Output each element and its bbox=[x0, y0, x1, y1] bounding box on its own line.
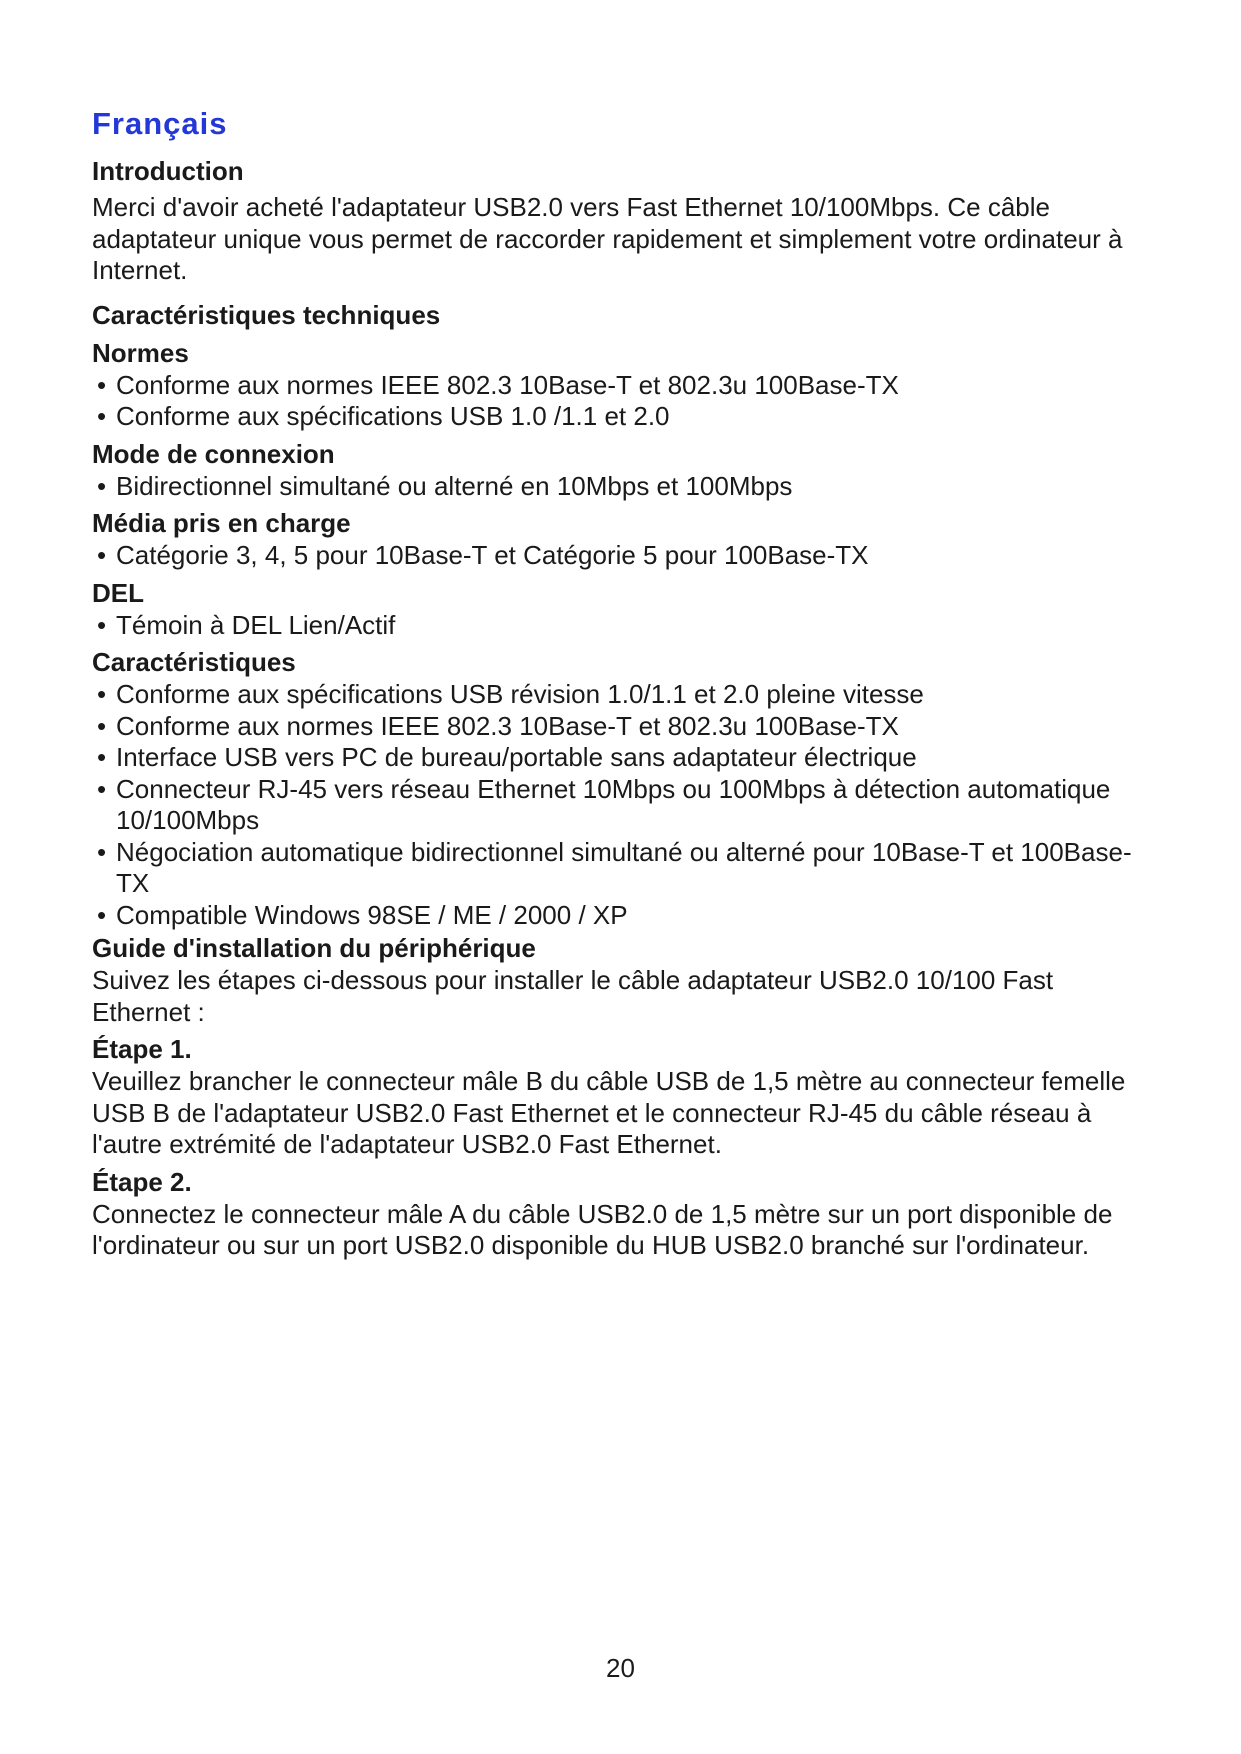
document-page bbox=[92, 106, 1152, 1262]
install-heading: Guide d'installation du périphérique bbox=[92, 933, 536, 963]
bullet-icon: • bbox=[97, 369, 107, 400]
normes-list bbox=[92, 370, 1152, 433]
led-heading: DEL bbox=[92, 577, 144, 608]
bullet-icon: • bbox=[97, 679, 107, 709]
list-item: • Connecteur RJ-45 vers réseau Ethernet 10Mbps ou 100Mbps à détection automatique 10/100Mbps bbox=[97, 773, 1111, 835]
bullet-icon: • bbox=[97, 836, 107, 867]
normes-heading: Normes bbox=[92, 337, 189, 368]
step1-heading: Étape 1. bbox=[92, 1034, 192, 1064]
list-item: • Compatible Windows 98SE / ME / 2000 / XP bbox=[97, 899, 628, 930]
bullet-icon: • bbox=[97, 773, 107, 804]
list-item: • Négociation automatique bidirectionnel simultané ou alterné pour 10Base-T et 100Base-TX bbox=[97, 836, 1132, 898]
bullet-icon: • bbox=[97, 742, 107, 772]
intro-heading: Introduction bbox=[92, 156, 244, 186]
list-item: • Interface USB vers PC de bureau/portable sans adaptateur électrique bbox=[97, 742, 917, 772]
media-list bbox=[92, 540, 1152, 572]
mode-heading: Mode de connexion bbox=[92, 438, 335, 469]
step1-text: Veuillez brancher le connecteur mâle B du câble USB de 1,5 mètre au connecteur femelle USB B de l'adaptateur USB2.0 Fast Ethernet et le connecteur RJ-45 du câble réseau à l'autre extrémité de l'adaptateur USB2.0 Fast Ethernet. bbox=[92, 1066, 1126, 1159]
specs-heading: Caractéristiques techniques bbox=[92, 299, 441, 330]
led-list bbox=[92, 610, 1152, 642]
install-text: Suivez les étapes ci-dessous pour installer le câble adaptateur USB2.0 10/100 Fast Ethernet : bbox=[92, 965, 1054, 1027]
features-list bbox=[92, 679, 1152, 931]
step2-heading: Étape 2. bbox=[92, 1166, 192, 1197]
bullet-icon: • bbox=[97, 899, 107, 930]
list-item: • Conforme aux normes IEEE 802.3 10Base-T et 802.3u 100Base-TX bbox=[97, 710, 899, 741]
bullet-icon: • bbox=[97, 470, 107, 501]
intro-text: Merci d'avoir acheté l'adaptateur USB2.0 vers Fast Ethernet 10/100Mbps. Ce câble adaptateur unique vous permet de raccorder rapidement et simplement votre ordinateur à Internet. bbox=[92, 192, 1123, 285]
page-number: 20 bbox=[606, 1653, 635, 1683]
step2-text: Connectez le connecteur mâle A du câble USB2.0 de 1,5 mètre sur un port disponible de l'ordinateur ou sur un port USB2.0 disponible du HUB USB2.0 branché sur l'ordinateur. bbox=[92, 1198, 1113, 1260]
list-item: • Conforme aux spécifications USB 1.0 /1.1 et 2.0 bbox=[97, 401, 670, 431]
list-item: • Catégorie 3, 4, 5 pour 10Base-T et Catégorie 5 pour 100Base-TX bbox=[97, 540, 869, 570]
list-item: • Conforme aux spécifications USB révision 1.0/1.1 et 2.0 pleine vitesse bbox=[97, 679, 924, 709]
bullet-icon: • bbox=[97, 540, 107, 570]
language-title: Français bbox=[92, 106, 228, 141]
list-item: • Conforme aux normes IEEE 802.3 10Base-T et 802.3u 100Base-TX bbox=[97, 369, 899, 400]
features-heading: Caractéristiques bbox=[92, 647, 296, 677]
list-item: • Témoin à DEL Lien/Actif bbox=[97, 609, 396, 640]
mode-list bbox=[92, 471, 1152, 503]
media-heading: Média pris en charge bbox=[92, 508, 351, 538]
list-item: • Bidirectionnel simultané ou alterné en 10Mbps et 100Mbps bbox=[97, 470, 793, 501]
bullet-icon: • bbox=[97, 401, 107, 431]
bullet-icon: • bbox=[97, 710, 107, 741]
bullet-icon: • bbox=[97, 609, 107, 640]
